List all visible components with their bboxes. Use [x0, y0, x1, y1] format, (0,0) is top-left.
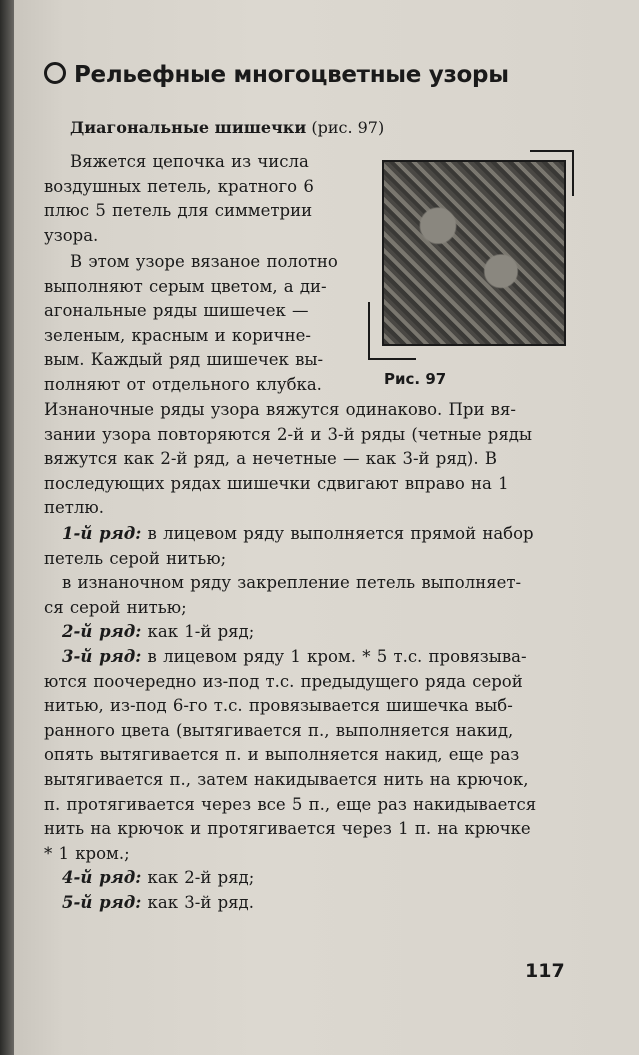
figure-corner-mark — [572, 150, 574, 196]
figure-caption: Рис. 97 — [384, 370, 447, 388]
text-line: выполняют серым цветом, а ди- — [44, 276, 327, 296]
text-line: вым. Каждый ряд шишечек вы- — [44, 350, 324, 370]
text-line: нить на крючок и протягивается через 1 п. на крючке — [44, 819, 531, 839]
figure-corner-mark — [368, 358, 416, 360]
figure-corner-mark — [368, 302, 370, 360]
text-line: В этом узоре вязаное полотно — [70, 252, 338, 271]
text-line: зании узора повторяются 2-й и 3-й ряды (четные ряды — [44, 424, 533, 444]
text-line: петлю. — [44, 498, 104, 518]
paragraph-rows — [44, 398, 600, 521]
text-line: ся серой нитью; — [44, 597, 187, 617]
text-line: воздушных петель, кратного 6 — [44, 176, 314, 196]
text-line: нитью, из-под 6-го т.с. провязывается шишечка выб- — [44, 696, 513, 716]
row-label: 2-й ряд: — [62, 622, 142, 642]
text-line: как 3-й ряд. — [141, 892, 254, 912]
text-line: п. протягивается через все 5 п., еще раз накидывается — [44, 794, 537, 814]
page-number: 117 — [525, 960, 565, 982]
pattern-subheading — [70, 116, 470, 140]
text-line: вытягивается п., затем накидывается нить на крючок, — [44, 769, 529, 789]
row-1-instructions — [44, 522, 600, 916]
row-label: 5-й ряд: — [62, 892, 142, 912]
book-spine-shadow — [0, 0, 14, 1055]
text-line: полняют от отдельного клубка. — [44, 374, 322, 394]
figure-corner-mark — [530, 150, 574, 152]
row-label: 3-й ряд: — [62, 646, 142, 666]
circle-bullet-icon — [44, 62, 66, 84]
text-line: как 2-й ряд; — [141, 868, 255, 888]
paragraph-intro — [44, 150, 366, 248]
text-line: в лицевом ряду 1 кром. * 5 т.с. провязыва- — [141, 646, 527, 666]
row-label: 1-й ряд: — [62, 524, 142, 543]
text-line: ются поочередно из-под т.с. предыдущего ряда серой — [44, 671, 523, 691]
text-line: вяжутся как 2-й ряд, а нечетные — как 3-й ряд). В — [44, 449, 497, 469]
text-line: последующих рядах шишечки сдвигают вправо на 1 — [44, 473, 509, 493]
text-line: петель серой нитью; — [44, 548, 227, 568]
text-line: ранного цвета (вытягивается п., выполняется накид, — [44, 720, 514, 740]
pattern-title: Диагональные шишечки — [70, 118, 307, 137]
text-line: плюс 5 петель для симметрии — [44, 201, 313, 221]
figure-reference: (рис. 97) — [311, 118, 385, 137]
text-line: в изнаночном ряду закрепление петель выполняет- — [62, 573, 522, 593]
paragraph-colors — [44, 250, 366, 398]
text-line: * 1 кром.; — [44, 843, 130, 863]
text-line: как 1-й ряд; — [141, 622, 255, 642]
text-line: узора. — [44, 225, 99, 245]
knitting-photo — [382, 160, 566, 346]
section-heading-text: Рельефные многоцветные узоры — [74, 62, 509, 88]
row-label: 4-й ряд: — [62, 868, 142, 888]
text-line: агональные ряды шишечек — — [44, 301, 309, 321]
section-heading — [44, 60, 604, 90]
text-line: в лицевом ряду выполняется прямой набор — [141, 524, 534, 543]
text-line: Вяжется цепочка из числа — [70, 152, 309, 171]
text-line: опять вытягивается п. и выполняется накид, еще раз — [44, 745, 520, 765]
text-line: Изнаночные ряды узора вяжутся одинаково. При вя- — [44, 400, 516, 419]
text-line: зеленым, красным и коричне- — [44, 325, 311, 345]
